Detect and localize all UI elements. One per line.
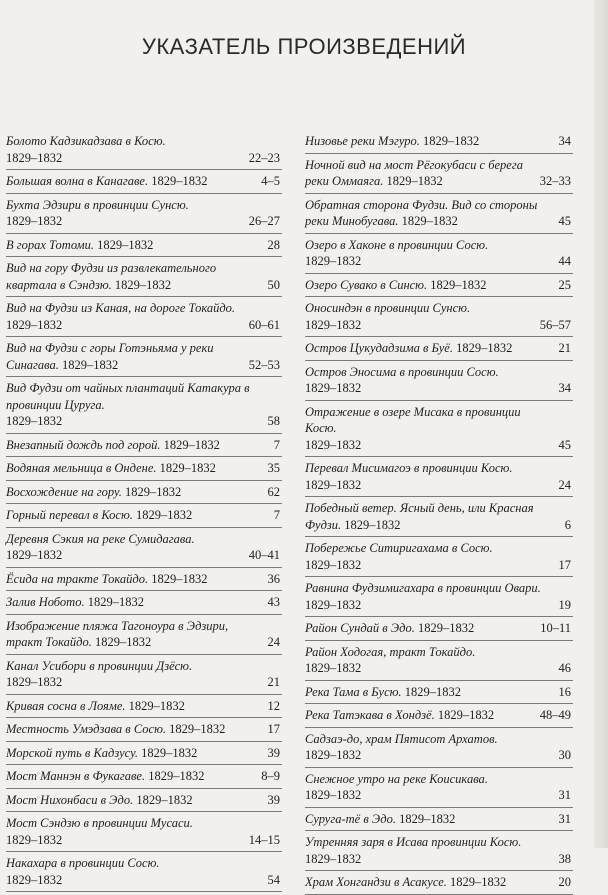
index-entry bbox=[305, 808, 573, 832]
entry-page: 8–9 bbox=[261, 769, 280, 783]
index-entry bbox=[305, 871, 573, 895]
index-entry bbox=[305, 537, 573, 577]
entry-year: 1829–1832 bbox=[305, 477, 362, 492]
index-entry bbox=[305, 831, 573, 871]
entry-title: Накахара в провинции Сосю. bbox=[6, 856, 160, 870]
entry-title: Храм Хонгандзи в Асакусе. bbox=[305, 875, 447, 889]
index-entry bbox=[6, 130, 282, 170]
entry-title: Деревня Сэкия на реке Сумидагава. bbox=[6, 531, 195, 546]
entry-year: 1829–1832 bbox=[305, 381, 362, 395]
entry-year: 1829–1832 bbox=[305, 254, 362, 268]
entry-title: Остров Цукудадзима в Буё. bbox=[305, 341, 453, 355]
entry-page: 20 bbox=[558, 875, 571, 889]
index-entry bbox=[6, 852, 282, 892]
entry-year: 1829–1832 bbox=[94, 635, 152, 649]
entry-title: Изображение пляжа Тагоноура в Эдзири, тракт Токайдо. bbox=[6, 618, 229, 649]
entry-page: 46 bbox=[558, 661, 571, 675]
entry-year: 1829–1832 bbox=[169, 722, 226, 736]
entry-year: 1829–1832 bbox=[404, 684, 461, 699]
entry-page: 17 bbox=[558, 557, 571, 572]
entry-page: 24 bbox=[267, 635, 280, 649]
entry-title: Горный перевал в Косю. bbox=[6, 508, 133, 522]
entry-title: Вид Фудзи от чайных плантаций Катакура в провинции Цуруга. bbox=[6, 381, 250, 412]
entry-page: 26–27 bbox=[248, 214, 280, 228]
entry-page: 31 bbox=[558, 788, 571, 802]
entry-title: Восхождение на гору. bbox=[6, 484, 122, 499]
entry-year: 1829–1832 bbox=[6, 832, 63, 847]
entry-title: Мост Нихонбаси в Эдо. bbox=[6, 792, 134, 807]
entry-page: 62 bbox=[267, 484, 280, 499]
entry-year: 1829–1832 bbox=[62, 357, 119, 372]
page-edge bbox=[594, 0, 608, 848]
index-entry bbox=[6, 765, 282, 789]
index-entry bbox=[6, 377, 282, 434]
entry-year: 1829–1832 bbox=[305, 437, 362, 452]
entry-year: 1829–1832 bbox=[6, 675, 63, 689]
entry-year: 1829–1832 bbox=[6, 872, 63, 887]
index-entry bbox=[305, 337, 573, 361]
entry-year: 1829–1832 bbox=[125, 484, 182, 499]
index-entry bbox=[6, 434, 282, 458]
entry-page: 34 bbox=[558, 381, 571, 395]
entry-year: 1829–1832 bbox=[6, 214, 63, 228]
index-entry bbox=[305, 617, 573, 641]
entry-year: 1829–1832 bbox=[450, 875, 507, 889]
index-entry bbox=[305, 274, 573, 298]
entry-title: Вид на Фудзи из Каная, на дороге Токайдо. bbox=[6, 301, 236, 315]
entry-title: Суруга-тё в Эдо. bbox=[305, 811, 396, 826]
entry-title: Водяная мельница в Ондене. bbox=[6, 461, 157, 475]
entry-year: 1829–1832 bbox=[305, 557, 362, 572]
index-entry bbox=[6, 591, 282, 615]
entry-title: Болото Кадзикадзава в Косю. bbox=[6, 134, 166, 148]
entry-title: Снежное утро на реке Коисикава. bbox=[305, 771, 488, 786]
index-entry bbox=[6, 568, 282, 592]
entry-year: 1829–1832 bbox=[430, 277, 487, 292]
entry-title: Река Тама в Бусю. bbox=[305, 684, 402, 699]
entry-title: Озеро Сувако в Синсю. bbox=[305, 277, 428, 292]
index-entry bbox=[6, 812, 282, 852]
entry-year: 1829–1832 bbox=[401, 214, 458, 228]
index-entry bbox=[305, 457, 573, 497]
index-entry bbox=[305, 497, 573, 537]
entry-title: Низовье реки Мэгуро. bbox=[305, 134, 420, 148]
entry-title: Ёсида на тракте Токайдо. bbox=[6, 571, 149, 586]
entry-year: 1829–1832 bbox=[386, 174, 443, 188]
index-entry bbox=[6, 297, 282, 337]
entry-title: Кривая сосна в Лояме. bbox=[6, 698, 126, 713]
index-entry bbox=[6, 528, 282, 568]
entry-page: 56–57 bbox=[539, 317, 571, 332]
entry-title: Утренняя заря в Исава провинции Косю. bbox=[305, 835, 522, 849]
index-column-left bbox=[6, 130, 282, 892]
entry-page: 6 bbox=[564, 517, 571, 532]
entry-title: Побережье Ситиригахама в Сосю. bbox=[305, 541, 493, 555]
entry-page: 25 bbox=[558, 277, 571, 292]
index-entry bbox=[305, 130, 573, 154]
entry-title: Равнина Фудзимигахара в провинции Овари. bbox=[305, 581, 541, 595]
index-entry bbox=[6, 504, 282, 528]
entry-page: 38 bbox=[558, 851, 571, 866]
entry-title: Садзаэ-до, храм Пятисот Архатов. bbox=[305, 731, 498, 746]
entry-page: 31 bbox=[558, 811, 571, 826]
entry-title: Остров Эносима в провинции Сосю. bbox=[305, 364, 499, 379]
entry-title: Канал Усибори в провинции Дзёсю. bbox=[6, 658, 193, 673]
entry-year: 1829–1832 bbox=[422, 134, 480, 148]
entry-year: 1829–1832 bbox=[151, 571, 208, 586]
entry-page: 4–5 bbox=[261, 174, 280, 188]
entry-title: Местность Умэдзава в Сосю. bbox=[6, 722, 167, 736]
entry-title: Победный ветер. Ясный день, или Красная Фудзи. bbox=[305, 501, 534, 532]
entry-year: 1829–1832 bbox=[305, 748, 362, 762]
entry-year: 1829–1832 bbox=[399, 811, 456, 826]
entry-page: 12 bbox=[267, 698, 280, 713]
entry-page: 54 bbox=[267, 872, 280, 887]
index-entry bbox=[6, 655, 282, 695]
entry-title: Река Татэкава в Хондзё. bbox=[305, 708, 435, 722]
index-entry bbox=[305, 361, 573, 401]
entry-page: 19 bbox=[558, 597, 571, 612]
index-entry bbox=[305, 401, 573, 458]
entry-title: Залив Нобото. bbox=[6, 595, 85, 609]
index-entry bbox=[305, 768, 573, 808]
index-entry bbox=[6, 789, 282, 813]
entry-year: 1829–1832 bbox=[6, 548, 63, 562]
entry-year: 1829–1832 bbox=[128, 698, 185, 713]
entry-page: 28 bbox=[267, 237, 280, 252]
entry-title: Мост Маннэн в Фукагаве. bbox=[6, 769, 146, 783]
entry-page: 58 bbox=[267, 414, 280, 428]
entry-page: 43 bbox=[267, 595, 280, 609]
entry-year: 1829–1832 bbox=[87, 595, 144, 609]
entry-year: 1829–1832 bbox=[305, 317, 362, 332]
entry-title: Обратная сторона Фудзи. Вид со стороны реки Минобугава. bbox=[305, 197, 538, 228]
index-entry bbox=[6, 718, 282, 742]
entry-page: 60–61 bbox=[248, 317, 280, 332]
index-entry bbox=[6, 234, 282, 258]
index-entry bbox=[305, 681, 573, 705]
entry-page: 10–11 bbox=[540, 621, 571, 635]
entry-title: В горах Тотоми. bbox=[6, 237, 94, 252]
index-entry bbox=[305, 194, 573, 234]
entry-title: Район Сундай в Эдо. bbox=[305, 621, 415, 635]
entry-page: 40–41 bbox=[248, 548, 280, 562]
entry-year: 1829–1832 bbox=[6, 414, 63, 428]
entry-year: 1829–1832 bbox=[97, 237, 154, 252]
entry-year: 1829–1832 bbox=[114, 277, 172, 292]
entry-year: 1829–1832 bbox=[136, 508, 193, 522]
entry-year: 1829–1832 bbox=[305, 851, 362, 866]
index-entry bbox=[6, 615, 282, 655]
entry-page: 32–33 bbox=[539, 174, 571, 188]
entry-page: 7 bbox=[273, 437, 280, 452]
entry-page: 21 bbox=[267, 675, 280, 689]
entry-year: 1829–1832 bbox=[6, 317, 63, 332]
entry-year: 1829–1832 bbox=[305, 597, 362, 612]
index-column-right bbox=[305, 130, 573, 895]
index-entry bbox=[6, 695, 282, 719]
entry-title: Район Ходогая, тракт Токайдо. bbox=[305, 644, 476, 659]
index-entry bbox=[6, 257, 282, 297]
entry-year: 1829–1832 bbox=[136, 792, 193, 807]
entry-page: 44 bbox=[558, 254, 571, 268]
entry-page: 39 bbox=[267, 745, 280, 760]
entry-page: 50 bbox=[267, 277, 280, 292]
entry-year: 1829–1832 bbox=[456, 341, 513, 355]
entry-page: 22–23 bbox=[248, 150, 280, 165]
entry-title: Отражение в озере Мисака в провинции Косю. bbox=[305, 404, 521, 435]
entry-page: 16 bbox=[558, 684, 571, 699]
index-entry bbox=[6, 194, 282, 234]
entry-year: 1829–1832 bbox=[141, 745, 198, 760]
entry-year: 1829–1832 bbox=[151, 174, 208, 188]
entry-year: 1829–1832 bbox=[159, 461, 216, 475]
entry-page: 21 bbox=[558, 341, 571, 355]
entry-year: 1829–1832 bbox=[305, 661, 362, 675]
entry-page: 34 bbox=[558, 134, 571, 148]
entry-title: Вид на гору Фудзи из развлекательного квартала в Сэндзю. bbox=[6, 261, 217, 292]
entry-year: 1829–1832 bbox=[418, 621, 475, 635]
entry-year: 1829–1832 bbox=[6, 150, 63, 165]
entry-year: 1829–1832 bbox=[305, 788, 362, 802]
entry-page: 14–15 bbox=[248, 832, 280, 847]
entry-page: 52–53 bbox=[248, 357, 280, 372]
entry-page: 45 bbox=[558, 214, 571, 228]
index-entry bbox=[305, 728, 573, 768]
entry-year: 1829–1832 bbox=[344, 517, 401, 532]
entry-page: 45 bbox=[558, 437, 571, 452]
index-entry bbox=[6, 742, 282, 766]
entry-page: 48–49 bbox=[539, 708, 571, 722]
entry-year: 1829–1832 bbox=[437, 708, 495, 722]
page-title: УКАЗАТЕЛЬ ПРОИЗВЕДЕНИЙ bbox=[141, 34, 467, 59]
index-entry bbox=[305, 297, 573, 337]
entry-title: Большая волна в Канагаве. bbox=[6, 174, 149, 188]
index-entry bbox=[305, 641, 573, 681]
entry-title: Мост Сэндзю в провинции Мусаси. bbox=[6, 816, 193, 830]
entry-title: Ночной вид на мост Рёгокубаси с берега реки Оммаяга. bbox=[305, 157, 523, 188]
entry-title: Морской путь в Кадзусу. bbox=[6, 745, 139, 760]
index-entry bbox=[6, 457, 282, 481]
entry-title: Оносиндэн в провинции Сунсю. bbox=[305, 301, 471, 315]
entry-page: 35 bbox=[267, 461, 280, 475]
index-entry bbox=[305, 577, 573, 617]
entry-year: 1829–1832 bbox=[148, 769, 205, 783]
entry-title: Озеро в Хаконе в провинции Сосю. bbox=[305, 237, 489, 252]
entry-title: Бухта Эдзири в провинции Сунсю. bbox=[6, 197, 189, 212]
index-entry bbox=[6, 170, 282, 194]
entry-title: Вид на Фудзи с горы Готэньяма у реки Синагава. bbox=[6, 341, 214, 372]
index-entry bbox=[6, 337, 282, 377]
entry-title: Внезапный дождь под горой. bbox=[6, 437, 161, 452]
entry-page: 17 bbox=[267, 722, 280, 736]
entry-page: 39 bbox=[267, 792, 280, 807]
index-entry bbox=[305, 704, 573, 728]
entry-page: 24 bbox=[558, 477, 571, 492]
entry-page: 7 bbox=[273, 508, 280, 522]
index-entry bbox=[305, 154, 573, 194]
entry-page: 30 bbox=[558, 748, 571, 762]
entry-year: 1829–1832 bbox=[163, 437, 220, 452]
index-entry bbox=[305, 234, 573, 274]
entry-page: 36 bbox=[267, 571, 280, 586]
index-entry bbox=[6, 481, 282, 505]
entry-title: Перевал Мисимагоэ в провинции Косю. bbox=[305, 461, 513, 475]
